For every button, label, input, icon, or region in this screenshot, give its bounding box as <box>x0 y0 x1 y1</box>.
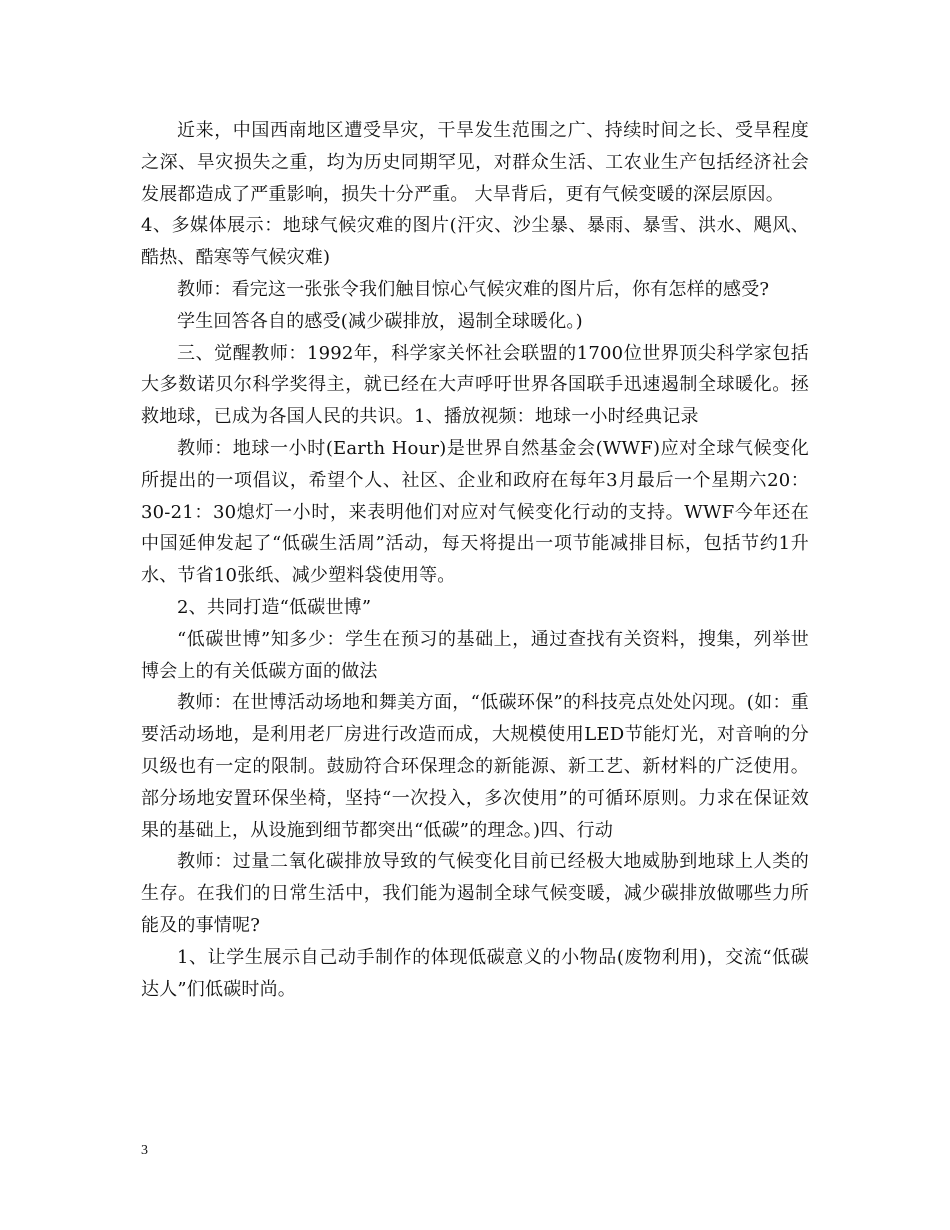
paragraph: 三、觉醒教师：1992年，科学家关怀社会联盟的1700位世界顶尖科学家包括大多数诺贝尔科学奖得主，就已经在大声呼吁世界各国联手迅速遏制全球暖化。拯救地球，已成为各国人民的共识。1、播放视频：地球一小时经典记录 <box>141 342 809 428</box>
paragraph: 1、让学生展示自己动手制作的体现低碳意义的小物品(废物利用)，交流“低碳达人”们低碳时尚。 <box>141 946 809 1000</box>
paragraph: 近来，中国西南地区遭受旱灾，干旱发生范围之广、持续时间之长、受旱程度之深、旱灾损失之重，均为历史同期罕见，对群众生活、工农业生产包括经济社会发展都造成了严重影响，损失十分严重。 大旱背后，更有气候变暖的深层原因。 <box>141 120 809 205</box>
paragraph: 4、多媒体展示：地球气候灾难的图片(汗灾、沙尘暴、暴雨、暴雪、洪水、飓风、酷热、酷寒等气候灾难) <box>141 215 809 269</box>
document-body <box>141 115 809 1005</box>
page-number: 3 <box>141 1143 148 1158</box>
paragraph: 教师：过量二氧化碳排放导致的气候变化目前已经极大地威胁到地球上人类的生存。在我们的日常生活中，我们能为遏制全球气候变暖，减少碳排放做哪些力所能及的事情呢? <box>141 851 809 936</box>
paragraph: 教师：看完这一张张令我们触目惊心气候灾难的图片后，你有怎样的感受? <box>177 278 770 300</box>
paragraph: 教师：地球一小时(Earth Hour)是世界自然基金会(WWF)应对全球气候变化所提出的一项倡议，希望个人、社区、企业和政府在每年3月最后一个星期六20：30-21：30熄灯一小时，来表明他们对应对气候变化行动的支持。WWF今年还在中国延伸发起了“低碳生活周”活动，每天将提出一项节能减排目标，包括节约1升水、节省10张纸、减少塑料袋使用等。 <box>141 437 809 587</box>
paragraph: “低碳世博”知多少：学生在预习的基础上，通过查找有关资料，搜集，列举世博会上的有关低碳方面的做法 <box>141 628 809 682</box>
paragraph: 学生回答各自的感受(减少碳排放，遏制全球暖化。) <box>177 310 583 332</box>
paragraph: 教师：在世博活动场地和舞美方面，“低碳环保”的科技亮点处处闪现。(如：重要活动场地，是利用老厂房进行改造而成，大规模使用LED节能灯光，对音响的分贝级也有一定的限制。鼓励符合环保理念的新能源、新工艺、新材料的广泛使用。部分场地安置环保坐椅，坚持“一次投入，多次使用”的可循环原则。力求在保证效果的基础上，从设施到细节都突出“低碳”的理念。)四、行动 <box>141 692 809 841</box>
paragraph: 2、共同打造“低碳世博” <box>177 596 372 618</box>
